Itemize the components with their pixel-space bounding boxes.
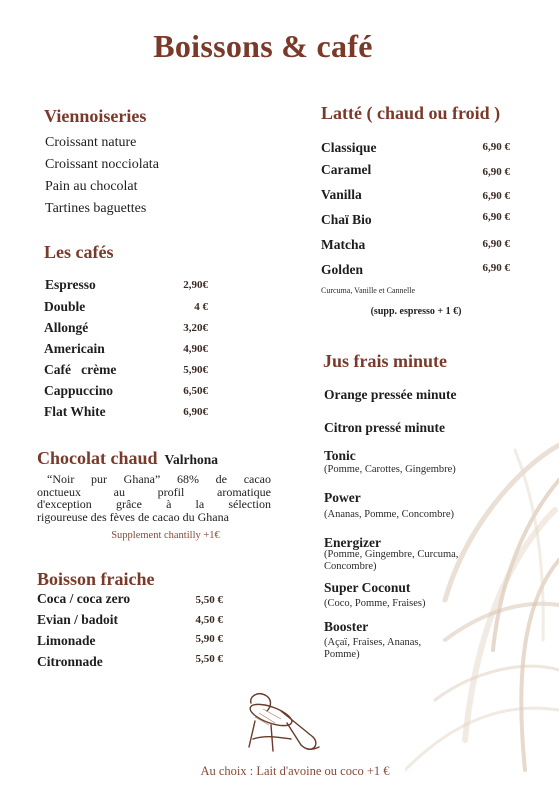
cafe-name: Cappuccino [44,383,114,398]
chantilly-supplement: Supplement chantilly +1€ [111,530,220,541]
latte-price: 6,90 € [482,211,510,223]
fraiche-name: Limonade [37,633,96,648]
cafe-name: Espresso [45,277,96,292]
latte-title: Latté ( chaud ou froid ) [321,103,501,123]
fraiche-name: Evian / badoit [37,612,119,627]
chocolat-title: Chocolat chaud [37,448,158,468]
jus-detail: (Coco, Pomme, Fraises) [324,598,426,609]
viennoiserie-item: Croissant nature [45,135,137,150]
jus-name: Booster [324,619,369,634]
jus-name: Super Coconut [324,580,411,595]
cafe-price: 4,90€ [183,343,208,355]
jus-title: Jus frais minute [323,351,448,371]
latte-name: Chaï Bio [321,212,372,227]
cafe-name: Café crème [44,362,117,377]
cafe-name: Americain [44,341,105,356]
fraiche-price: 5,50 € [195,653,223,665]
cafe-price: 4 € [194,301,208,313]
chocolat-description [37,473,271,523]
golden-note: Curcuma, Vanille et Cannelle [321,286,416,295]
latte-price: 6,90 € [482,190,510,202]
latte-name: Golden [321,262,364,277]
latte-price: 6,90 € [482,166,510,178]
chocolat-heading [37,448,218,469]
description-line: onctueux au profil aromatique [37,484,271,499]
description-line: d'exception grâce à la sélection [37,497,271,511]
cafe-price: 6,90€ [183,406,208,418]
cafe-name: Flat White [44,404,106,419]
latte-name: Vanilla [321,187,362,202]
fraiche-price: 5,90 € [195,633,223,645]
chair-sketch-icon [241,689,325,757]
jus-detail: Concombre) [324,561,377,572]
latte-price: 6,90 € [482,238,510,250]
jus-name: Tonic [324,448,356,463]
cafe-name: Double [44,299,86,314]
viennoiserie-item: Tartines baguettes [45,201,147,216]
description-line: rigoureuse des fèves de cacao du Ghana [37,509,229,524]
latte-price: 6,90 € [482,141,510,153]
jus-detail: Pomme) [324,649,360,660]
latte-price: 6,90 € [482,262,510,274]
jus-detail: (Pomme, Carottes, Gingembre) [324,464,456,475]
cafe-price: 5,90€ [183,364,208,376]
fraiche-title: Boisson fraiche [37,569,155,589]
jus-name: Citron pressé minute [324,420,445,435]
jus-name: Energizer [324,535,381,550]
viennoiserie-item: Pain au chocolat [45,179,138,194]
cafe-price: 6,50€ [183,385,208,397]
jus-name: Orange pressée minute [324,387,457,402]
fraiche-name: Coca / coca zero [37,591,131,606]
jus-name: Power [324,490,361,505]
cafes-title: Les cafés [44,242,114,262]
jus-detail: (Ananas, Pomme, Concombre) [324,509,455,520]
chocolat-brand: Valrhona [164,452,219,467]
viennoiseries-title: Viennoiseries [44,106,147,126]
footer-note: Au choix : Lait d'avoine ou coco +1 € [200,764,390,778]
fraiche-price: 5,50 € [195,594,223,606]
page-title: Boissons & café [153,28,373,64]
cafe-price: 2,90€ [183,279,208,291]
latte-name: Caramel [321,162,372,177]
viennoiserie-item: Croissant nocciolata [45,157,159,172]
bentwood-chair-decor [405,440,559,780]
latte-name: Classique [321,140,377,155]
cafe-name: Allongé [44,320,89,335]
fraiche-name: Citronnade [37,654,103,669]
fraiche-price: 4,50 € [195,614,223,626]
jus-detail: (Pomme, Gingembre, Curcuma, [324,549,459,560]
description-line: “Noir pur Ghana” 68% de cacao [47,472,271,486]
cafe-price: 3,20€ [183,322,208,334]
latte-name: Matcha [321,237,366,252]
espresso-supplement: (supp. espresso + 1 €) [370,306,462,317]
jus-detail: (Açaï, Fraises, Ananas, [324,637,422,648]
